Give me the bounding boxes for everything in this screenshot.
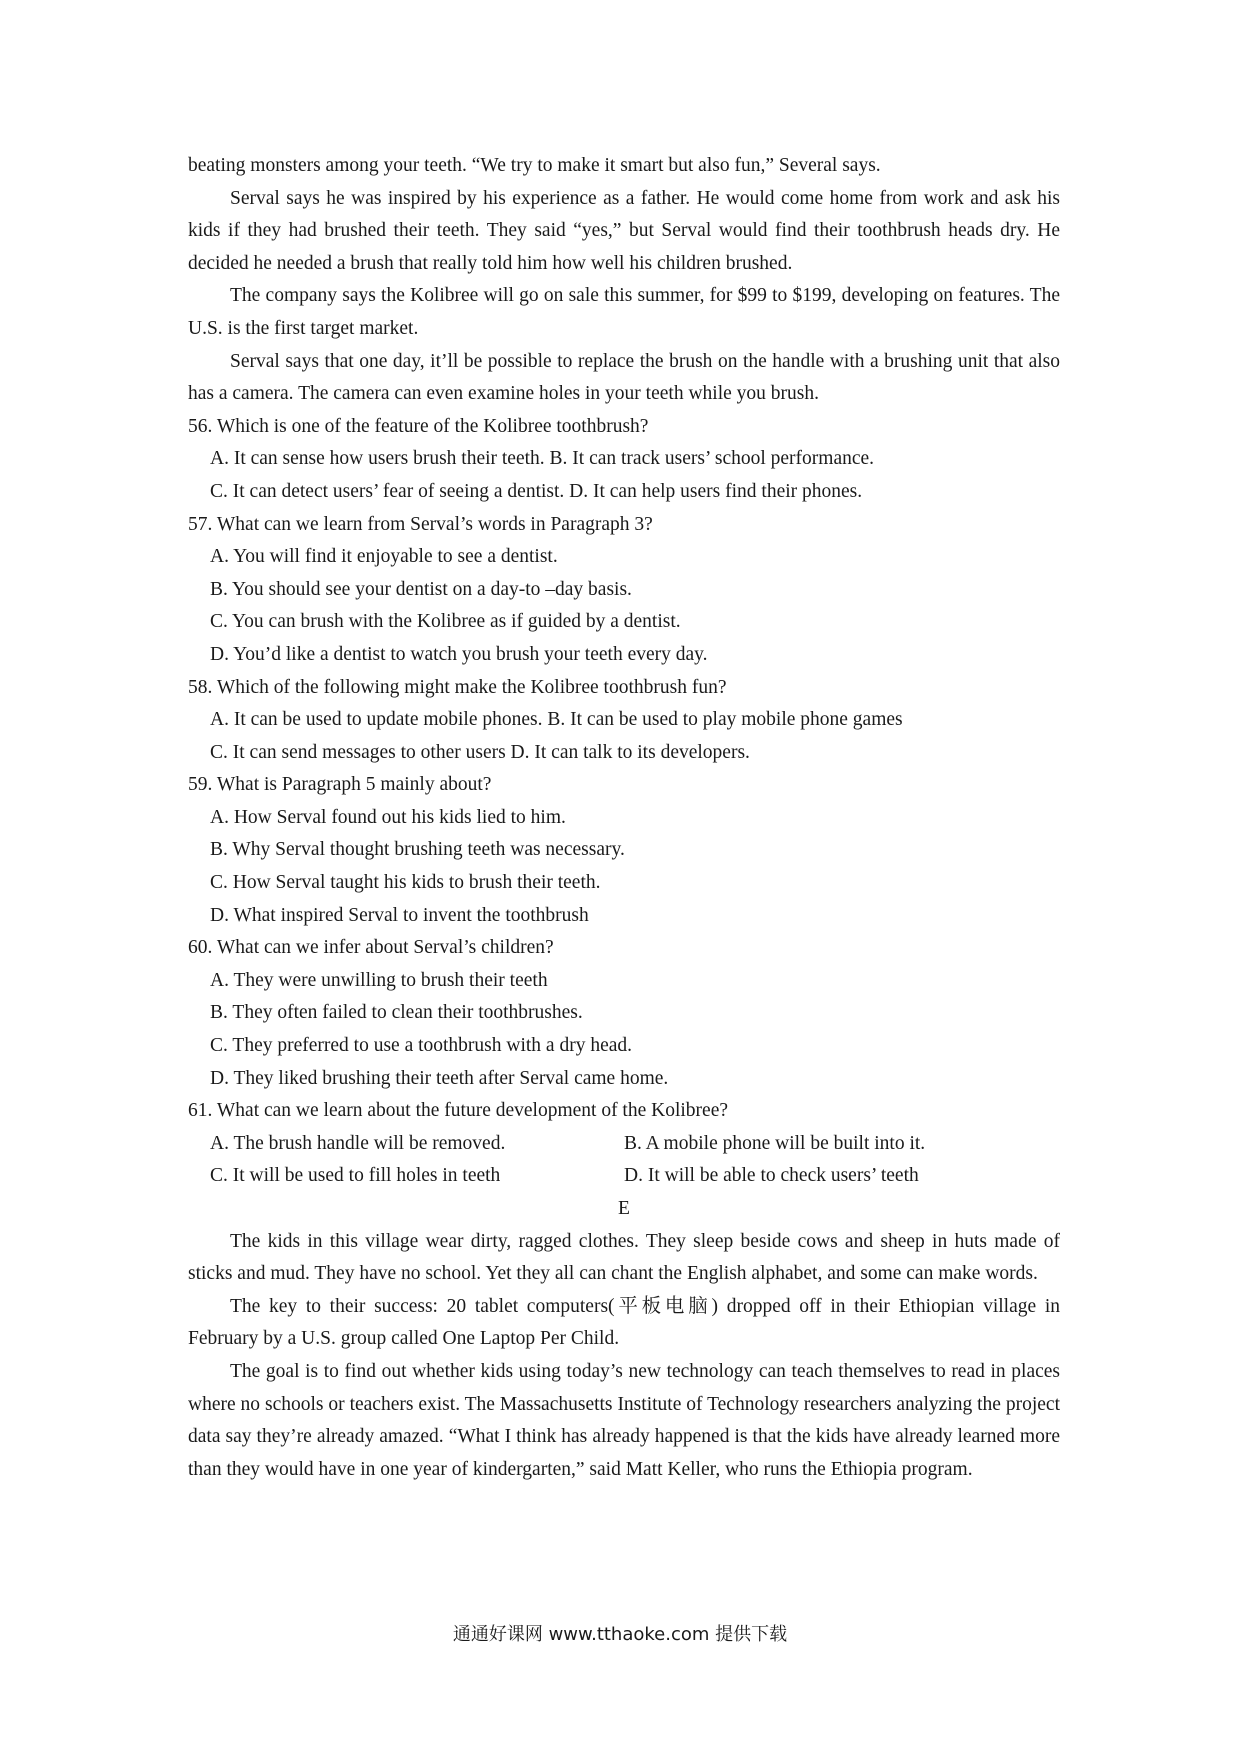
document-page: [188, 150, 1060, 1486]
question-56: [188, 411, 1060, 509]
option-row: D. They liked brushing their teeth after Serval came home.: [210, 1067, 669, 1089]
option-c: C. It will be used to fill holes in teeth: [210, 1165, 501, 1187]
option-row: [188, 1128, 1060, 1161]
question-stem: 58. Which of the following might make the Kolibree toothbrush fun?: [188, 676, 727, 698]
question-57: [188, 509, 1060, 672]
question-stem: 59. What is Paragraph 5 mainly about?: [188, 774, 492, 796]
paragraph: The goal is to find out whether kids using today’s new technology can teach themselves to read in places where no schools or teachers exist. The Massachusetts Institute of Technology researchers analyzing the project data say they’re already amazed. “What I think has already happened is that the kids have already learned more than they would have in one year of kindergarten,” said Matt Keller, who runs the Ethiopia program.: [188, 1360, 1060, 1480]
question-61: [188, 1095, 1060, 1193]
question-stem: 60. What can we infer about Serval’s children?: [188, 937, 554, 959]
option-b: B. A mobile phone will be built into it.: [624, 1132, 926, 1154]
question-60: [188, 932, 1060, 1095]
question-stem: 61. What can we learn about the future development of the Kolibree?: [188, 1100, 729, 1122]
option-row: [188, 1160, 1060, 1193]
option-a: A. The brush handle will be removed.: [210, 1132, 506, 1154]
option-row: D. What inspired Serval to invent the toothbrush: [210, 904, 589, 926]
option-d: D. It will be able to check users’ teeth: [624, 1165, 919, 1187]
paragraph: The kids in this village wear dirty, ragged clothes. They sleep beside cows and sheep in huts made of sticks and mud. They have no school. Yet they all can chant the English alphabet, and some can make words.: [188, 1230, 1060, 1285]
option-row: A. They were unwilling to brush their teeth: [210, 969, 548, 991]
option-row: A. It can sense how users brush their teeth. B. It can track users’ school performance.: [210, 448, 875, 470]
paragraph: Serval says he was inspired by his experience as a father. He would come home from work and ask his kids if they had brushed their teeth. They said “yes,” but Serval would find their toothbrush heads dry. He decided he needed a brush that really told him how well his children brushed.: [188, 187, 1060, 274]
section-heading: E: [618, 1198, 630, 1219]
option-row: C. You can brush with the Kolibree as if guided by a dentist.: [210, 611, 681, 633]
question-stem: 57. What can we learn from Serval’s words in Paragraph 3?: [188, 513, 653, 535]
option-row: A. How Serval found out his kids lied to him.: [210, 806, 566, 828]
option-row: A. You will find it enjoyable to see a dentist.: [210, 546, 558, 568]
paragraph: beating monsters among your teeth. “We try to make it smart but also fun,” Several says.: [188, 155, 881, 176]
question-stem: 56. Which is one of the feature of the Kolibree toothbrush?: [188, 415, 649, 437]
option-row: C. How Serval taught his kids to brush their teeth.: [210, 872, 601, 894]
paragraph: The company says the Kolibree will go on sale this summer, for $99 to $199, developing on features. The U.S. is the first target market.: [188, 285, 1060, 339]
page-footer: 通通好课网 www.tthaoke.com 提供下载: [452, 1624, 788, 1645]
option-row: A. It can be used to update mobile phones. B. It can be used to play mobile phone games: [210, 709, 903, 731]
question-59: [188, 769, 1060, 932]
question-58: [188, 672, 1060, 770]
option-row: B. You should see your dentist on a day-to –day basis.: [210, 578, 632, 600]
option-row: B. Why Serval thought brushing teeth was necessary.: [210, 839, 625, 861]
option-row: B. They often failed to clean their toothbrushes.: [210, 1002, 583, 1024]
option-row: D. You’d like a dentist to watch you brush your teeth every day.: [210, 643, 708, 665]
option-row: C. It can send messages to other users D. It can talk to its developers.: [210, 741, 750, 763]
option-row: C. They preferred to use a toothbrush with a dry head.: [210, 1035, 633, 1057]
option-row: C. It can detect users’ fear of seeing a dentist. D. It can help users find their phones.: [210, 480, 863, 502]
paragraph: The key to their success: 20 tablet computers(平板电脑) dropped off in their Ethiopian village in February by a U.S. group called One Laptop Per Child.: [188, 1295, 1060, 1350]
paragraph: Serval says that one day, it’ll be possible to replace the brush on the handle with a brushing unit that also has a camera. The camera can even examine holes in your teeth while you brush.: [188, 350, 1060, 405]
